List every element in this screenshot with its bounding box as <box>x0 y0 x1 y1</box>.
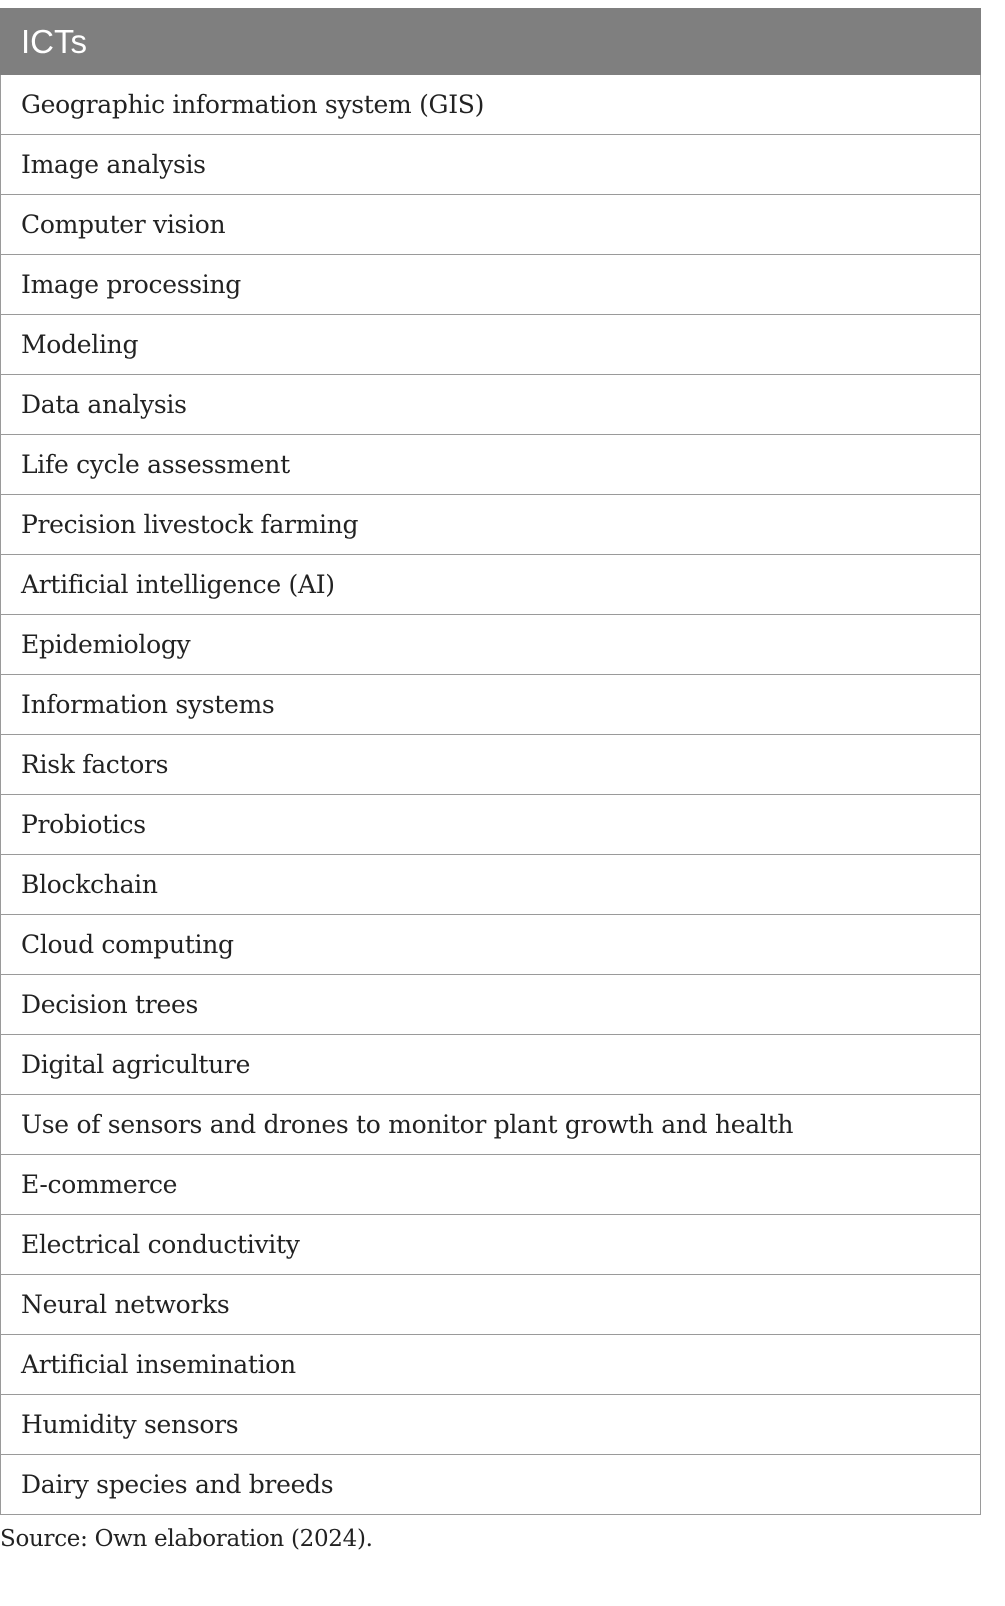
table-cell: Artificial insemination <box>1 1335 981 1395</box>
table-cell: Blockchain <box>1 855 981 915</box>
table-row <box>1 675 981 735</box>
table-row <box>1 315 981 375</box>
table-row <box>1 1155 981 1215</box>
table-cell: Decision trees <box>1 975 981 1035</box>
table-cell: Life cycle assessment <box>1 435 981 495</box>
table-row <box>1 1095 981 1155</box>
table-cell: Image analysis <box>1 135 981 195</box>
table-cell: Electrical conductivity <box>1 1215 981 1275</box>
table-cell: Neural networks <box>1 1275 981 1335</box>
table-body <box>1 75 981 1515</box>
table-row <box>1 375 981 435</box>
table-row <box>1 915 981 975</box>
table-row <box>1 495 981 555</box>
table-cell: Use of sensors and drones to monitor plant growth and health <box>1 1095 981 1155</box>
table-cell: Probiotics <box>1 795 981 855</box>
table-cell: Epidemiology <box>1 615 981 675</box>
table-row <box>1 1395 981 1455</box>
table-cell: Risk factors <box>1 735 981 795</box>
table-cell: Artificial intelligence (AI) <box>1 555 981 615</box>
table-row <box>1 795 981 855</box>
table-cell: Precision livestock farming <box>1 495 981 555</box>
table-row <box>1 615 981 675</box>
table-cell: E-commerce <box>1 1155 981 1215</box>
table-row <box>1 1275 981 1335</box>
table-row <box>1 435 981 495</box>
table-cell: Information systems <box>1 675 981 735</box>
table-row <box>1 255 981 315</box>
table-row <box>1 1335 981 1395</box>
table-cell: Geographic information system (GIS) <box>1 75 981 135</box>
table-row <box>1 555 981 615</box>
table-header-icts: ICTs <box>1 9 981 75</box>
table-row <box>1 1455 981 1515</box>
table-cell: Data analysis <box>1 375 981 435</box>
table-row <box>1 1035 981 1095</box>
table-cell: Humidity sensors <box>1 1395 981 1455</box>
table-row <box>1 735 981 795</box>
icts-table-container <box>0 8 981 1515</box>
table-header-row <box>1 9 981 75</box>
table-row <box>1 195 981 255</box>
table-row <box>1 855 981 915</box>
table-cell: Computer vision <box>1 195 981 255</box>
table-row <box>1 135 981 195</box>
icts-table <box>0 8 981 1515</box>
table-row <box>1 1215 981 1275</box>
table-row <box>1 75 981 135</box>
table-row <box>1 975 981 1035</box>
table-cell: Cloud computing <box>1 915 981 975</box>
table-cell: Dairy species and breeds <box>1 1455 981 1515</box>
table-cell: Image processing <box>1 255 981 315</box>
table-cell: Modeling <box>1 315 981 375</box>
table-cell: Digital agriculture <box>1 1035 981 1095</box>
source-note: Source: Own elaboration (2024). <box>0 1526 373 1552</box>
